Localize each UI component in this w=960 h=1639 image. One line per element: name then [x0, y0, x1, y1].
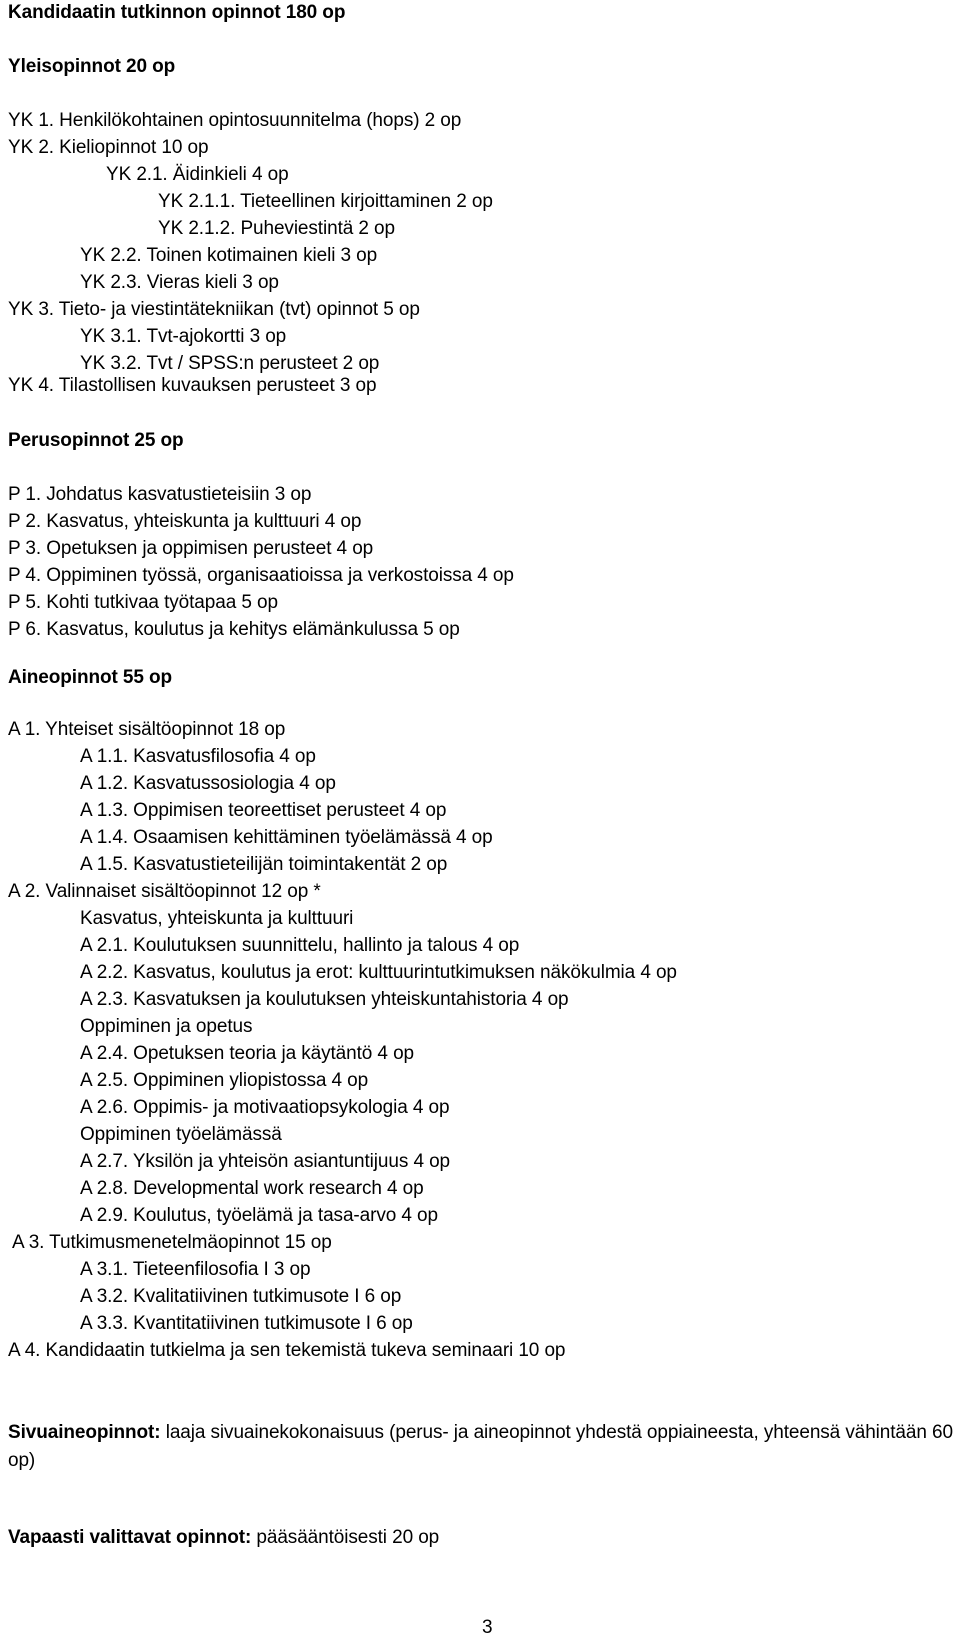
list-item: A 3.1. Tieteenfilosofia I 3 op — [80, 1259, 311, 1280]
list-item: YK 2.3. Vieras kieli 3 op — [80, 272, 279, 293]
list-item: YK 4. Tilastollisen kuvauksen perusteet 3 op — [8, 375, 377, 396]
list-item: A 2.6. Oppimis- ja motivaatiopsykologia 4 op — [80, 1097, 450, 1118]
list-item: A 2.3. Kasvatuksen ja koulutuksen yhteiskuntahistoria 4 op — [80, 989, 569, 1010]
sivuaineopinnot-text: laaja sivuainekokonaisuus (perus- ja aineopinnot yhdestä oppiaineesta, yhteensä vähintään 60 op) — [8, 1422, 953, 1471]
list-item: YK 1. Henkilökohtainen opintosuunnitelma (hops) 2 op — [8, 110, 462, 131]
list-item: A 1.4. Osaamisen kehittäminen työelämässä 4 op — [80, 827, 493, 848]
document-title: Kandidaatin tutkinnon opinnot 180 op — [8, 2, 346, 23]
list-item: A 2.1. Koulutuksen suunnittelu, hallinto ja talous 4 op — [80, 935, 520, 956]
list-item: A 2. Valinnaiset sisältöopinnot 12 op * — [8, 881, 321, 902]
list-item: A 2.4. Opetuksen teoria ja käytäntö 4 op — [80, 1043, 415, 1064]
list-item: YK 3.1. Tvt-ajokortti 3 op — [80, 326, 287, 347]
list-item: P 5. Kohti tutkivaa työtapaa 5 op — [8, 592, 278, 613]
list-item: YK 2.1.1. Tieteellinen kirjoittaminen 2 op — [158, 191, 493, 212]
vapaasti-valittavat-label: Vapaasti valittavat opinnot: — [8, 1527, 252, 1548]
list-item: YK 2.1. Äidinkieli 4 op — [106, 164, 289, 185]
vapaasti-valittavat-paragraph — [8, 1526, 439, 1550]
list-item: P 6. Kasvatus, koulutus ja kehitys elämänkulussa 5 op — [8, 619, 460, 640]
list-item: A 2.7. Yksilön ja yhteisön asiantuntijuus 4 op — [80, 1151, 451, 1172]
sivuaineopinnot-label: Sivuaineopinnot: — [8, 1422, 161, 1443]
list-item: YK 2. Kieliopinnot 10 op — [8, 137, 209, 158]
section-heading-perusopinnot: Perusopinnot 25 op — [8, 430, 184, 451]
list-item: P 4. Oppiminen työssä, organisaatioissa ja verkostoissa 4 op — [8, 565, 514, 586]
list-item: YK 3.2. Tvt / SPSS:n perusteet 2 op — [80, 353, 380, 374]
list-item: A 4. Kandidaatin tutkielma ja sen tekemistä tukeva seminaari 10 op — [8, 1340, 566, 1361]
list-item: P 2. Kasvatus, yhteiskunta ja kulttuuri 4 op — [8, 511, 362, 532]
list-item: P 1. Johdatus kasvatustieteisiin 3 op — [8, 484, 312, 505]
list-item: A 1.2. Kasvatussosiologia 4 op — [80, 773, 336, 794]
list-item: A 2.5. Oppiminen yliopistossa 4 op — [80, 1070, 369, 1091]
list-item: A 3.2. Kvalitatiivinen tutkimusote I 6 op — [80, 1286, 402, 1307]
list-item: A 1. Yhteiset sisältöopinnot 18 op — [8, 719, 286, 740]
sivuaineopinnot-paragraph — [8, 1419, 953, 1475]
list-item: YK 3. Tieto- ja viestintätekniikan (tvt) opinnot 5 op — [8, 299, 420, 320]
list-item: A 1.5. Kasvatustieteilijän toimintakentät 2 op — [80, 854, 448, 875]
list-item: YK 2.1.2. Puheviestintä 2 op — [158, 218, 395, 239]
list-item: A 1.1. Kasvatusfilosofia 4 op — [80, 746, 316, 767]
subgroup-label: Oppiminen ja opetus — [80, 1016, 253, 1037]
list-item: A 2.2. Kasvatus, koulutus ja erot: kulttuurintutkimuksen näkökulmia 4 op — [80, 962, 677, 983]
section-heading-yleisopinnot: Yleisopinnot 20 op — [8, 56, 176, 77]
list-item: A 3. Tutkimusmenetelmäopinnot 15 op — [12, 1232, 332, 1253]
list-item: YK 2.2. Toinen kotimainen kieli 3 op — [80, 245, 378, 266]
section-heading-aineopinnot: Aineopinnot 55 op — [8, 667, 173, 688]
list-item: A 1.3. Oppimisen teoreettiset perusteet 4 op — [80, 800, 447, 821]
list-item: A 3.3. Kvantitatiivinen tutkimusote I 6 op — [80, 1313, 413, 1334]
subgroup-label: Kasvatus, yhteiskunta ja kulttuuri — [80, 908, 354, 929]
list-item: A 2.8. Developmental work research 4 op — [80, 1178, 424, 1199]
page-number: 3 — [482, 1617, 493, 1638]
vapaasti-valittavat-text: pääsääntöisesti 20 op — [256, 1527, 440, 1548]
list-item: P 3. Opetuksen ja oppimisen perusteet 4 op — [8, 538, 374, 559]
list-item: A 2.9. Koulutus, työelämä ja tasa-arvo 4 op — [80, 1205, 438, 1226]
subgroup-label: Oppiminen työelämässä — [80, 1124, 282, 1145]
